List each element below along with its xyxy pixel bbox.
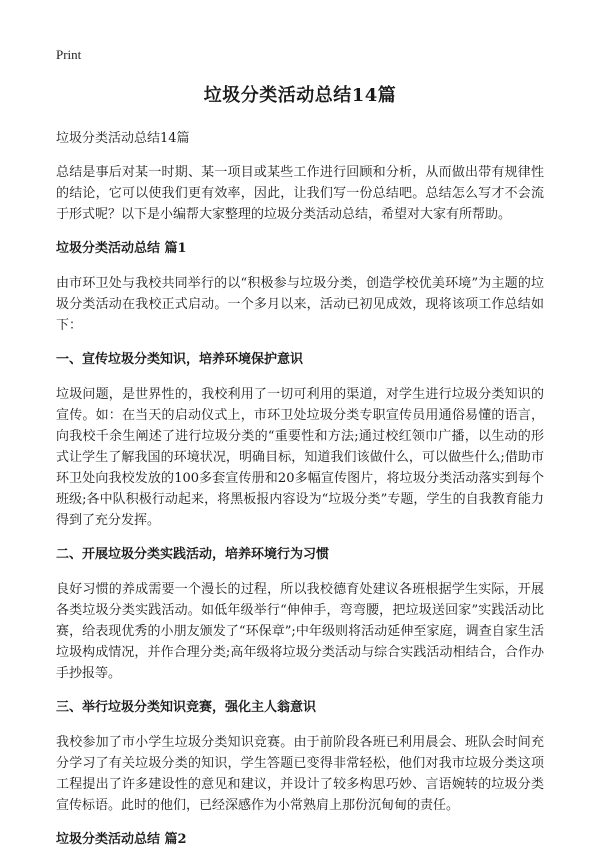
subsection-2-body: 良好习惯的养成需要一个漫长的过程，所以我校德育处建议各班根据学生实际，开展各类垃圾分类实践活动。如低年级举行“伸伸手，弯弯腰，把垃圾送回家”实践活动比赛，给表现优秀的小朋友颁发了“环保章”;中年级则将活动延伸至家庭，调查自家生活垃圾构成情况，并作合理分类;高年级将垃圾分类活动与综合实践活动相结合，合作办手抄报等。	[56, 582, 544, 681]
subsection-2-heading: 二、开展垃圾分类实践活动，培养环境行为习惯	[56, 547, 330, 562]
page-title: 垃圾分类活动总结14篇	[203, 85, 397, 106]
subsection-1-body: 垃圾问题，是世界性的，我校利用了一切可利用的渠道，对学生进行垃圾分类知识的宣传。如：在当天的启动仪式上，市环卫处垃圾分类专职宣传员用通俗易懂的语言，向我校千余生阐述了进行垃圾分类的“重要性和方法;通过校红领巾广播，以生动的形式让学生了解我国的环境状况，明确目标，知道我们该做什么，可以做些什么;借助市环卫处向我校发放的100多套宣传册和20多幅宣传图片，将垃圾分类活动落实到每个班级;各中队积极行动起来，将黑板报内容设为“垃圾分类”专题，学生的自我教育能力得到了充分发挥。	[56, 387, 544, 528]
subsection-1-heading: 一、宣传垃圾分类知识，培养环境保护意识	[56, 352, 304, 367]
document-subtitle: 垃圾分类活动总结14篇	[56, 131, 190, 146]
section-2-heading: 垃圾分类活动总结 篇2	[56, 832, 187, 847]
print-link[interactable]: Print	[56, 47, 82, 62]
section-1-intro: 由市环卫处与我校共同举行的以“积极参与垃圾分类，创造学校优美环境”为主题的垃圾分类活动在我校正式启动。一个多月以来，活动已初见成效，现将该项工作总结如下：	[56, 276, 544, 333]
intro-paragraph: 总结是事后对某一时期、某一项目或某些工作进行回顾和分析，从而做出带有规律性的结论，它可以使我们更有效率，因此，让我们写一份总结吧。总结怎么写才不会流于形式呢？以下是小编帮大家整理的垃圾分类活动总结，希望对大家有所帮助。	[56, 165, 544, 222]
subsection-3-body: 我校参加了市小学生垃圾分类知识竞赛。由于前阶段各班已利用晨会、班队会时间充分学习了有关垃圾分类的知识，学生答题已变得非常轻松，他们对我市垃圾分类这项工程提出了许多建设性的意见和建议，并设计了较多构思巧妙、言语婉转的垃圾分类宣传标语。此时的他们，已经深感作为小常熟肩上那份沉甸甸的责任。	[56, 735, 544, 813]
subsection-3-heading: 三、举行垃圾分类知识竞赛，强化主人翁意识	[56, 700, 317, 715]
section-1-heading: 垃圾分类活动总结 篇1	[56, 241, 187, 256]
